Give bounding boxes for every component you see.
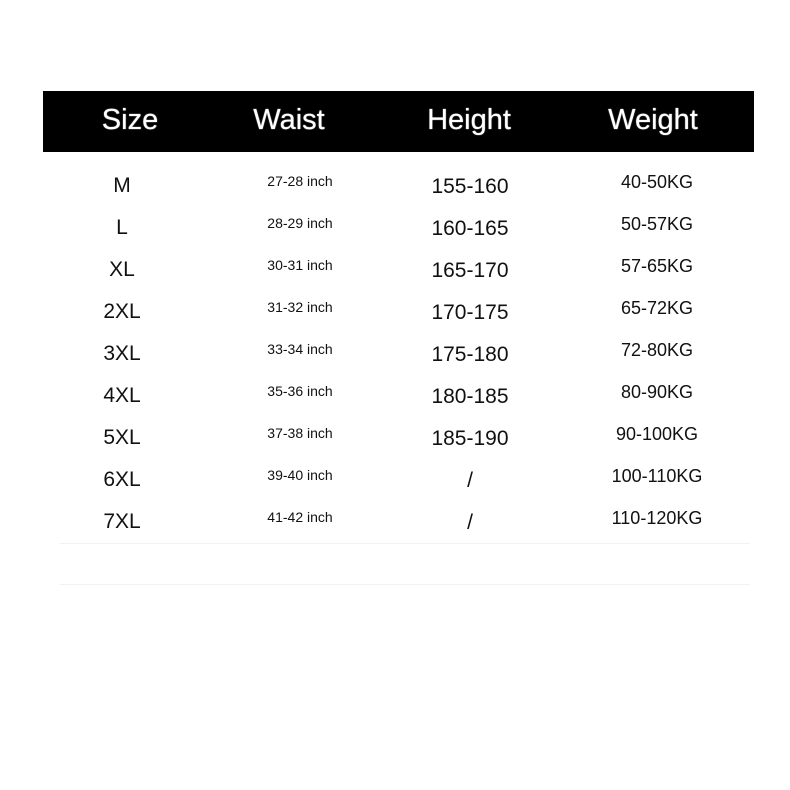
table-row <box>0 214 790 256</box>
header-weight: Weight <box>608 104 698 136</box>
cell-height: 175-180 <box>431 343 509 366</box>
table-row <box>0 340 790 382</box>
cell-weight: 72-80KG <box>620 340 694 360</box>
table-row <box>0 172 790 214</box>
table-row <box>0 424 790 466</box>
table-row <box>0 256 790 298</box>
table-row <box>0 298 790 340</box>
faint-divider <box>60 584 750 585</box>
cell-height: / <box>467 469 473 492</box>
cell-weight: 50-57KG <box>620 214 694 234</box>
cell-waist: 30-31 inch <box>267 257 333 273</box>
cell-size: L <box>116 216 128 239</box>
cell-size: 4XL <box>103 384 141 407</box>
cell-height: 170-175 <box>431 301 509 324</box>
cell-size: 5XL <box>103 426 141 449</box>
cell-size: 6XL <box>103 468 141 491</box>
cell-weight: 90-100KG <box>615 424 699 444</box>
cell-weight: 65-72KG <box>620 298 694 318</box>
cell-weight: 40-50KG <box>620 172 694 192</box>
cell-height: 165-170 <box>431 259 509 282</box>
cell-waist: 41-42 inch <box>267 509 333 525</box>
header-height: Height <box>427 104 511 136</box>
cell-waist: 27-28 inch <box>267 173 333 189</box>
cell-weight: 57-65KG <box>620 256 694 276</box>
cell-size: M <box>113 174 131 197</box>
header-waist: Waist <box>253 104 325 136</box>
cell-size: 2XL <box>103 300 141 323</box>
cell-height: 155-160 <box>431 175 509 198</box>
cell-waist: 37-38 inch <box>267 425 333 441</box>
cell-height: 185-190 <box>431 427 509 450</box>
cell-size: 3XL <box>103 342 141 365</box>
table-row <box>0 382 790 424</box>
faint-divider <box>60 543 750 544</box>
cell-waist: 33-34 inch <box>267 341 333 357</box>
cell-height: 160-165 <box>431 217 509 240</box>
cell-size: 7XL <box>103 510 141 533</box>
header-size: Size <box>101 104 159 136</box>
cell-height: / <box>467 511 473 534</box>
cell-waist: 39-40 inch <box>267 467 333 483</box>
cell-weight: 100-110KG <box>611 466 703 486</box>
cell-weight: 110-120KG <box>611 508 703 528</box>
table-row <box>0 466 790 508</box>
cell-weight: 80-90KG <box>620 382 694 402</box>
cell-height: 180-185 <box>431 385 509 408</box>
cell-size: XL <box>109 258 135 281</box>
cell-waist: 28-29 inch <box>267 215 333 231</box>
cell-waist: 35-36 inch <box>267 383 333 399</box>
cell-waist: 31-32 inch <box>267 299 333 315</box>
